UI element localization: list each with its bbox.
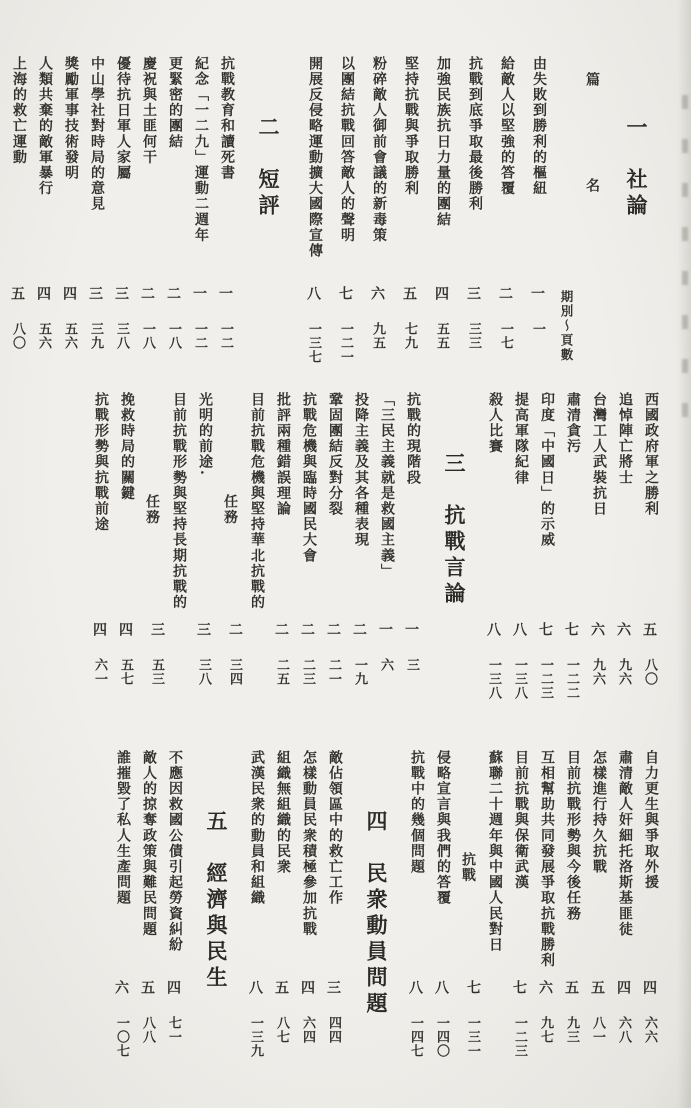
entry-title: 敵人的掠奪政策與難民問題: [141, 750, 157, 938]
entry-issue-number: 八: [247, 980, 263, 994]
entry-page-number: 四四: [326, 1016, 341, 1044]
toc-entry: [349, 388, 375, 742]
entry-issue-number: 五: [273, 980, 289, 994]
entry-page-number: 一二: [192, 322, 207, 350]
toc-entry: [7, 52, 33, 385]
entry-issue-number: 五: [589, 980, 605, 994]
entry-issue-number: 二: [139, 286, 155, 300]
entry-title: 印度「中國日」的示威: [539, 392, 555, 548]
entry-page-number: 九五: [370, 322, 385, 350]
entry-page-number: 九七: [538, 1016, 553, 1044]
entry-title: 鞏固團結反對分裂: [327, 392, 343, 517]
entry-issue-number: 七: [337, 286, 353, 300]
entry-page-number: 一三八: [486, 658, 501, 700]
entry-title: 上海的救亡運動: [11, 56, 27, 166]
scan-edge-shading: [677, 0, 691, 1108]
entry-title: 由失敗到勝利的樞紐: [531, 56, 547, 197]
entry-title: 誰摧毀了私人生產問題: [115, 750, 131, 906]
column-header-article-name: [581, 52, 609, 385]
toc-entry: [639, 746, 665, 1108]
entry-title: 慶祝與土匪何干: [141, 56, 157, 166]
toc-entry: [163, 746, 189, 1108]
entry-page-number: 三四: [227, 658, 242, 686]
entry-issue-number: 三: [195, 622, 211, 636]
entry-issue-number: 七: [511, 980, 527, 994]
entry-page-number: 一八: [140, 322, 155, 350]
entry-title: 挽救時局的關鍵: [119, 392, 135, 502]
toc-entry: [509, 388, 535, 742]
entry-title: 互相幫助共同發展爭取抗戰勝利: [539, 750, 555, 969]
entry-title: 開展反侵略運動擴大國際宣傳: [307, 56, 323, 259]
entry-page-number: 五五: [434, 322, 449, 350]
entry-title: 西國政府軍之勝利: [643, 392, 659, 517]
entry-page-number: 一三九: [248, 1016, 263, 1058]
entry-issue-number: 二: [165, 286, 181, 300]
entry-page-number: 一二: [218, 322, 233, 350]
entry-issue-number: 二: [299, 622, 315, 636]
entry-issue-number: 三: [325, 980, 341, 994]
entry-title: 更緊密的團結: [167, 56, 183, 150]
entry-issue-number: 一: [377, 622, 393, 636]
entry-issue-number: 二: [273, 622, 289, 636]
entry-page-number: 八八: [140, 1016, 155, 1044]
entry-issue-number: 四: [615, 980, 631, 994]
entry-page-number: 二五: [274, 658, 289, 686]
entry-title: 目前抗戰形勢與今後任務: [565, 750, 581, 922]
toc-entry: [393, 52, 425, 385]
toc-entry: [329, 52, 361, 385]
toc-entry: [509, 746, 535, 1108]
entry-page-number: 五七: [118, 658, 133, 686]
column-header-issue-page: [553, 52, 581, 385]
entry-title: 侵略宣言與我們的答覆: [435, 750, 451, 906]
toc-entry: [85, 52, 111, 385]
entry-title: 抗戰到底爭取最後勝利: [467, 56, 483, 212]
entry-page-number: 一〇七: [114, 1016, 129, 1058]
entry-issue-number: 八: [511, 622, 527, 636]
entry-title-line2: 任務: [144, 494, 160, 526]
toc-entry: [163, 52, 189, 385]
toc-entry: [561, 746, 587, 1108]
entry-page-number: 一二二: [564, 658, 579, 700]
entry-title: 組織無組織的民衆: [275, 750, 291, 875]
entry-title: 獎勵軍事技術發明: [63, 56, 79, 181]
entry-page-number: 五三: [149, 658, 164, 686]
entry-page-number: 五六: [36, 322, 51, 350]
entry-issue-number: 三: [465, 286, 481, 300]
entry-issue-number: 三: [87, 286, 103, 300]
entry-issue-number: 三: [149, 622, 165, 636]
entry-title: 優待抗日軍人家屬: [115, 56, 131, 181]
toc-entry: [297, 52, 329, 385]
entry-page-number: 六一: [92, 658, 107, 686]
entry-title: 堅持抗戰與爭取勝利: [403, 56, 419, 197]
entry-issue-number: 一: [529, 286, 545, 300]
entry-title: 投降主義及其各種表現: [353, 392, 369, 548]
entry-issue-number: 八: [305, 286, 321, 300]
entry-issue-number: 四: [35, 286, 51, 300]
toc-entry: [245, 746, 271, 1108]
entry-title: 武漢民衆的動員和組織: [249, 750, 265, 906]
entry-title: 抗戰教育和讀死書: [219, 56, 235, 181]
toc-entry: [323, 746, 349, 1108]
entry-title: 目前抗戰形勢與堅持長期抗戰的: [171, 392, 187, 611]
entry-title: 目前抗戰危機與堅持華北抗戰的: [249, 392, 265, 611]
entry-title: 抗戰中的幾個問題: [409, 750, 425, 875]
column-header-issue-page-text: 期別～頁數: [559, 290, 574, 363]
section-heading: [615, 52, 659, 385]
toc-band-2: [0, 388, 691, 742]
entry-page-number: 五六: [62, 322, 77, 350]
section-heading: [355, 746, 399, 1108]
entry-issue-number: 一: [191, 286, 207, 300]
entry-issue-number: 四: [433, 286, 449, 300]
entry-title: 批評兩種錯誤理論: [275, 392, 291, 517]
entry-page-number: 九三: [564, 1016, 579, 1044]
entry-issue-number: 六: [589, 622, 605, 636]
toc-entry: [111, 746, 137, 1108]
section-heading-text: 五 經濟與民生: [204, 810, 229, 992]
entry-title: 「三民主義就是救國主義」: [379, 392, 395, 580]
entry-title: 抗戰危機與臨時國民大會: [301, 392, 317, 564]
entry-page-number: 二三: [300, 658, 315, 686]
toc-entry: [425, 52, 457, 385]
entry-title: 中山學社對時局的意見: [89, 56, 105, 212]
entry-title: 蘇聯二十週年與中國人民對日: [487, 750, 503, 953]
entry-page-number: 七一: [166, 1016, 181, 1044]
entry-title: 提高軍隊紀律: [513, 392, 529, 486]
section-heading: [247, 52, 291, 385]
section-heading-text: 一 社論: [624, 116, 649, 220]
column-header-article-name-text: 篇名: [584, 72, 600, 284]
entry-page-number: 六八: [616, 1016, 631, 1044]
toc-entry: [613, 388, 639, 742]
toc-entry: [271, 746, 297, 1108]
toc-entry: [323, 388, 349, 742]
entry-title: 敵佔領區中的救亡工作: [327, 750, 343, 906]
toc-entry: [483, 388, 509, 742]
toc-entry: [613, 746, 639, 1108]
entry-issue-number: 六: [615, 622, 631, 636]
entry-title-line2: 抗戰: [460, 852, 476, 884]
entry-title: 目前抗戰與保衛武漢: [513, 750, 529, 891]
entry-issue-number: 一: [403, 622, 419, 636]
toc-band-3: [0, 746, 691, 1108]
entry-issue-number: 三: [113, 286, 129, 300]
entry-issue-number: 四: [61, 286, 77, 300]
entry-page-number: 一九: [352, 658, 367, 686]
entry-issue-number: 六: [113, 980, 129, 994]
entry-issue-number: 五: [139, 980, 155, 994]
section-heading-text: 三 抗戰言論: [442, 452, 467, 608]
entry-issue-number: 八: [485, 622, 501, 636]
toc-entry: [193, 388, 219, 742]
entry-issue-number: 四: [117, 622, 133, 636]
entry-title: 怎樣動員民衆積極參加抗戰: [301, 750, 317, 938]
entry-page-number: 二一: [326, 658, 341, 686]
entry-issue-number: 八: [407, 980, 423, 994]
entry-title: 人類共棄的敵軍暴行: [37, 56, 53, 197]
toc-entry: [521, 52, 553, 385]
toc-entry: [111, 52, 137, 385]
entry-page-number: 一: [530, 322, 545, 336]
section-heading-text: 四 民衆動員問題: [364, 810, 389, 1018]
section-heading: [433, 388, 477, 742]
entry-page-number: 三九: [88, 322, 103, 350]
entry-page-number: 一二三: [512, 1016, 527, 1058]
entry-page-number: 八七: [274, 1016, 289, 1044]
entry-page-number: 八一: [590, 1016, 605, 1044]
toc-entry: [639, 388, 665, 742]
toc-entry: [361, 52, 393, 385]
entry-page-number: 一三一: [465, 1016, 480, 1058]
entry-title: 抗戰的現階段: [405, 392, 421, 486]
toc-entry: [401, 388, 427, 742]
entry-issue-number: 二: [497, 286, 513, 300]
entry-page-number: 九六: [616, 658, 631, 686]
toc-entry: [115, 388, 141, 742]
entry-page-number: 六六: [642, 1016, 657, 1044]
entry-title: 肅清貪污: [565, 392, 581, 455]
toc-entry: [535, 746, 561, 1108]
entry-issue-number: 五: [9, 286, 25, 300]
entry-title: 加強民族抗日力量的團結: [435, 56, 451, 228]
entry-title: 光明的前途.: [197, 392, 213, 477]
toc-entry: [489, 52, 521, 385]
entry-issue-number: 七: [465, 980, 481, 994]
toc-entry: [297, 388, 323, 742]
section-heading: [195, 746, 239, 1108]
entry-page-number: 六四: [300, 1016, 315, 1044]
toc-entry: [535, 388, 561, 742]
entry-issue-number: 四: [641, 980, 657, 994]
entry-issue-number: 五: [563, 980, 579, 994]
entry-issue-number: 二: [325, 622, 341, 636]
section-heading-text: 二 短評: [256, 116, 281, 220]
entry-title: 殺人比賽: [487, 392, 503, 455]
entry-page-number: 三: [404, 658, 419, 672]
toc-entry: [375, 388, 401, 742]
toc-entry: [271, 388, 297, 742]
entry-title: 肅清敵人奸細托洛斯基匪徒: [617, 750, 633, 938]
entry-title: 紀念「一二九」運動二週年: [193, 56, 209, 244]
entry-issue-number: 五: [641, 622, 657, 636]
toc-entry: [561, 388, 587, 742]
entry-page-number: 六: [378, 658, 393, 672]
entry-page-number: 三八: [196, 658, 211, 686]
toc-entry: [457, 746, 509, 1108]
toc-entry: [33, 52, 59, 385]
entry-title: 不應因救國公債引起勞資糾紛: [167, 750, 183, 953]
toc-entry: [59, 52, 85, 385]
toc-entry: [137, 746, 163, 1108]
entry-issue-number: 六: [369, 286, 385, 300]
entry-page-number: 七九: [402, 322, 417, 350]
toc-entry: [587, 388, 613, 742]
entry-page-number: 三三: [466, 322, 481, 350]
entry-page-number: 九六: [590, 658, 605, 686]
entry-page-number: 一二三: [538, 658, 553, 700]
entry-page-number: 一八: [166, 322, 181, 350]
entry-title: 以團結抗戰回答敵人的聲明: [339, 56, 355, 244]
toc-entry: [137, 52, 163, 385]
toc-entry: [457, 52, 489, 385]
toc-band-1: [0, 52, 691, 385]
entry-issue-number: 五: [401, 286, 417, 300]
entry-title-line2: 任務: [222, 494, 238, 526]
entry-title: 給敵人以堅強的答覆: [499, 56, 515, 197]
toc-entry: [89, 388, 115, 742]
entry-title: 自力更生與爭取外援: [643, 750, 659, 891]
toc-entry: [587, 746, 613, 1108]
toc-entry: [215, 52, 241, 385]
entry-issue-number: 七: [537, 622, 553, 636]
entry-page-number: 一四七: [408, 1016, 423, 1058]
entry-title: 追悼陣亡將士: [617, 392, 633, 486]
entry-title: 台灣工人武裝抗日: [591, 392, 607, 517]
entry-title: 怎樣進行持久抗戰: [591, 750, 607, 875]
toc-entry: [405, 746, 431, 1108]
toc-entry: [297, 746, 323, 1108]
entry-issue-number: 八: [433, 980, 449, 994]
entry-issue-number: 四: [91, 622, 107, 636]
entry-issue-number: 四: [299, 980, 315, 994]
entry-issue-number: 七: [563, 622, 579, 636]
entry-page-number: 一三七: [306, 322, 321, 364]
toc-entry: [431, 746, 457, 1108]
entry-issue-number: 一: [217, 286, 233, 300]
entry-title: 粉碎敵人御前會議的新毒策: [371, 56, 387, 244]
entry-page-number: 一三八: [512, 658, 527, 700]
entry-page-number: 三八: [114, 322, 129, 350]
entry-page-number: 一七: [498, 322, 513, 350]
toc-entry: [189, 52, 215, 385]
entry-page-number: 八〇: [10, 322, 25, 350]
entry-issue-number: 二: [351, 622, 367, 636]
toc-entry: [141, 388, 193, 742]
entry-page-number: 一二一: [338, 322, 353, 364]
entry-page-number: 一四〇: [434, 1016, 449, 1058]
entry-issue-number: 二: [227, 622, 243, 636]
entry-issue-number: 六: [537, 980, 553, 994]
entry-title: 抗戰形勢與抗戰前途: [93, 392, 109, 533]
toc-entry: [219, 388, 271, 742]
entry-issue-number: 四: [165, 980, 181, 994]
entry-page-number: 八〇: [642, 658, 657, 686]
